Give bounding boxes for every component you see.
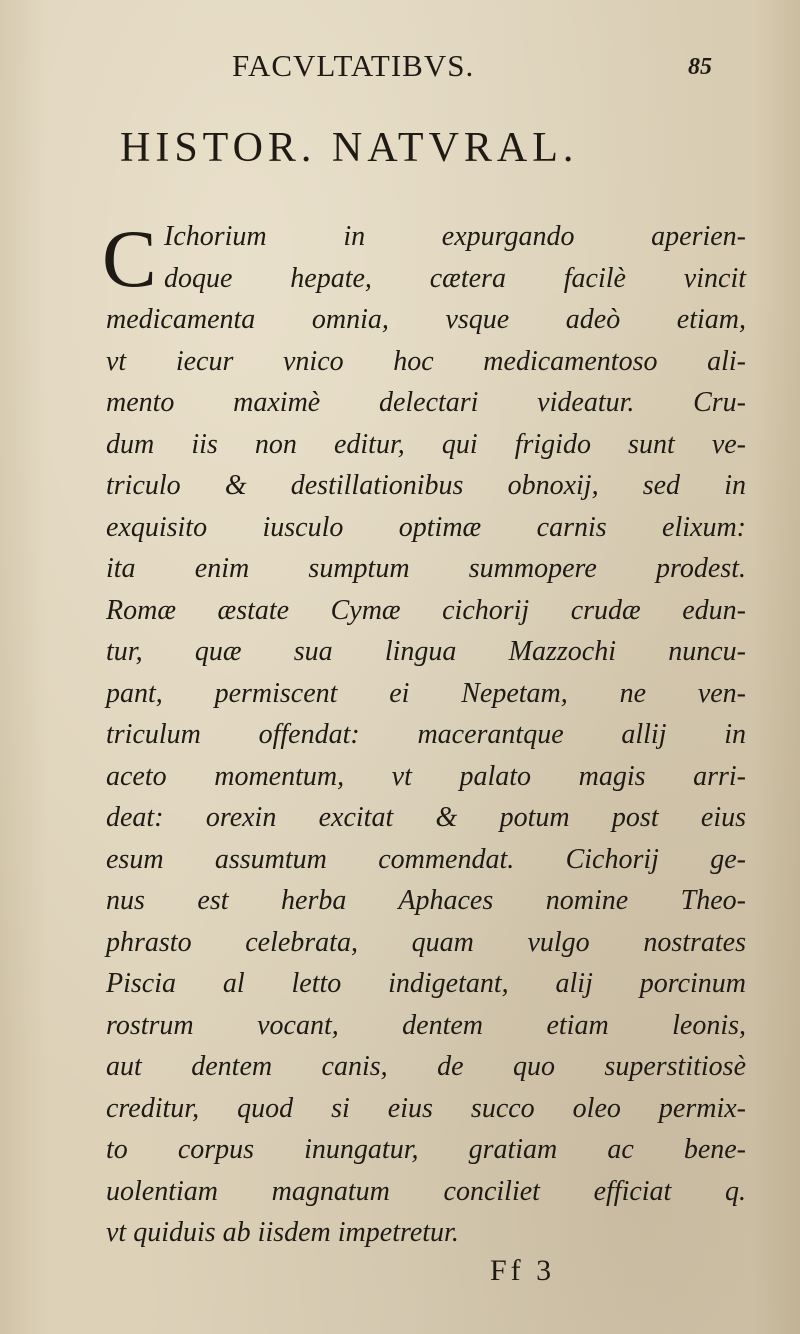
drop-cap: C	[102, 213, 157, 304]
text-line: exquisito iusculo optimæ carnis elixum:	[106, 511, 746, 543]
page-number: 85	[688, 54, 712, 80]
text-line: rostrum vocant, dentem etiam leonis,	[106, 1009, 746, 1041]
page-header	[0, 48, 800, 88]
text-line: creditur, quod si eius succo oleo permix-	[106, 1092, 746, 1124]
text-line: triculo & destillationibus obnoxij, sed in	[106, 470, 746, 501]
text-line: deat: orexin excitat & potum post eius	[106, 802, 746, 833]
body-text	[102, 213, 746, 1254]
signature-mark: Ff 3	[490, 1254, 556, 1287]
running-head: FACVLTATIBVS.	[232, 48, 475, 83]
text-line: aut dentem canis, de quo superstitiosè	[106, 1051, 746, 1082]
text-line: vt quiduis ab iisdem impetretur.	[106, 1217, 459, 1248]
text-line: uolentiam magnatum conciliet efficiat q.	[106, 1175, 746, 1207]
section-title: HISTOR. NATVRAL.	[120, 125, 579, 171]
text-line: esum assumtum commendat. Cichorij ge-	[106, 843, 746, 875]
text-line: triculum offendat: macerantque allij in	[106, 719, 746, 750]
text-line: medicamenta omnia, vsque adeò etiam,	[106, 304, 746, 335]
text-line: ita enim sumptum summopere prodest.	[106, 553, 746, 584]
text-line: mento maximè delectari videatur. Cru-	[106, 387, 746, 418]
text-line: aceto momentum, vt palato magis arri-	[106, 760, 746, 792]
text-line: tur, quæ sua lingua Mazzochi nuncu-	[106, 636, 746, 667]
text-line: doque hepate, cætera facilè vincit	[164, 262, 746, 294]
text-line: Ichorium in expurgando aperien-	[164, 221, 746, 252]
text-line: Piscia al letto indigetant, alij porcinum	[106, 968, 746, 999]
text-line: nus est herba Aphaces nomine Theo-	[106, 885, 746, 916]
text-line: pant, permiscent ei Nepetam, ne ven-	[106, 677, 746, 709]
text-line: vt iecur vnico hoc medicamentoso ali-	[106, 345, 746, 377]
text-line: dum iis non editur, qui frigido sunt ve-	[106, 428, 746, 460]
text-line: to corpus inungatur, gratiam ac bene-	[106, 1134, 746, 1165]
text-line: Romæ æstate Cymæ cichorij crudæ edun-	[106, 594, 746, 626]
text-line: phrasto celebrata, quam vulgo nostrates	[106, 926, 746, 958]
